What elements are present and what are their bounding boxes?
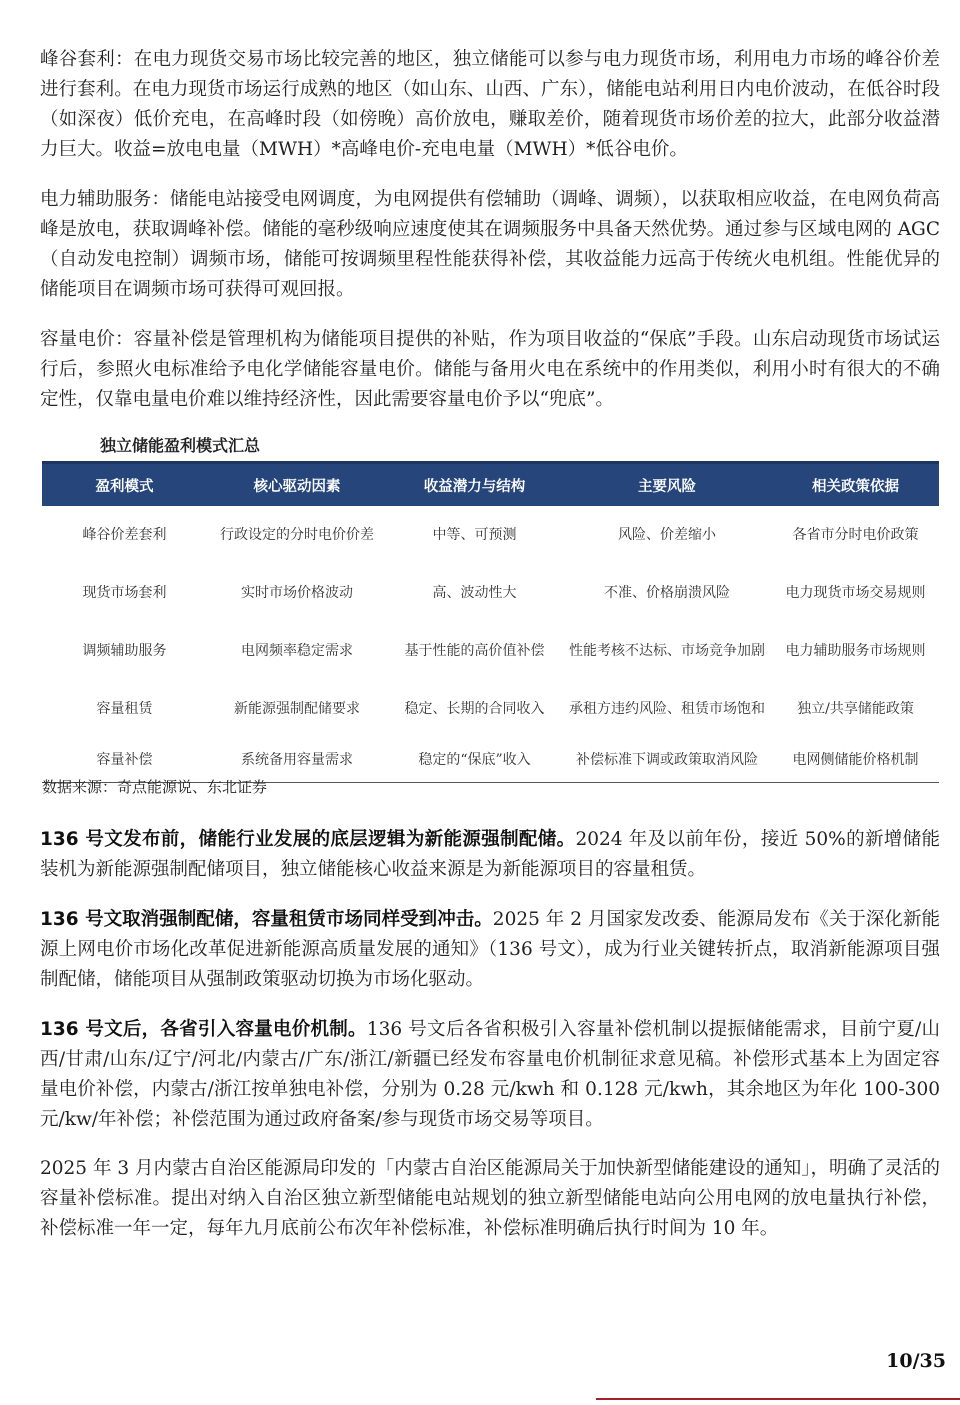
table-cell: 电网侧储能价格机制	[772, 738, 939, 783]
paragraph-ancillary-services: 电力辅助服务：储能电站接受电网调度，为电网提供有偿辅助（调峰、调频），以获取相应收益，在电网负荷高峰是放电，获取调峰补偿。储能的毫秒级响应速度使其在调频服务中具备天然优势。通过参与区域电网的 AGC（自动发电控制）调频市场，储能可按调频里程性能获得补偿，其收益能力远高于传统火电机组。性能优异的储能项目在调频市场可获得可观回报。	[40, 189, 940, 300]
column-header: 相关政策依据	[772, 463, 939, 507]
paragraph-body: 136 号文后各省积极引入容量补偿机制以提振储能需求，目前宁夏/山西/甘肃/山东/辽宁/河北/内蒙古/广东/浙江/新疆已经发布容量电价机制征求意见稿。补偿形式基本上为固定容量电价补偿，内蒙古/浙江按单独电补偿，分别为 0.28 元/kwh 和 0.128 元/kwh，其余地区为年化 100-300 元/kw/年补偿；补偿范围为通过政府备案/参与现货市场交易等项目。	[40, 1019, 940, 1130]
column-header: 主要风险	[562, 463, 772, 507]
table-cell: 峰谷价差套利	[82, 527, 167, 543]
table-cell: 独立/共享储能政策	[797, 701, 914, 717]
table-cell: 现货市场套利	[82, 585, 167, 601]
table-title: 独立储能盈利模式汇总	[100, 436, 261, 455]
paragraph-lead: 136 号文发布前，储能行业发展的底层逻辑为新能源强制配储。	[40, 829, 576, 850]
paragraph-after-136	[40, 1015, 940, 1135]
table-cell: 系统备用容量需求	[207, 738, 387, 783]
table-cell: 电力现货市场交易规则	[785, 585, 926, 601]
paragraph-lead: 136 号文后，各省引入容量电价机制。	[40, 1019, 367, 1040]
table-cell: 性能考核不达标、市场竞争加剧	[569, 643, 765, 659]
table-cell: 承租方违约风险、租赁市场饱和	[569, 701, 765, 717]
paragraph-body: 2024 年及以前年份，接近 50%的新增储能装机为新能源强制配储项目，独立储能核心收益来源是为新能源项目的容量租赁。	[40, 829, 941, 880]
table-cell: 基于性能的高价值补偿	[404, 643, 545, 659]
paragraph-136-cancel	[40, 905, 940, 995]
profit-model-table	[42, 461, 939, 783]
table-cell: 行政设定的分时电价价差	[220, 527, 374, 543]
footer-divider	[596, 1398, 960, 1400]
table-cell: 电力辅助服务市场规则	[785, 643, 926, 659]
table-cell: 不准、价格崩溃风险	[604, 585, 730, 601]
paragraph-lead: 136 号文取消强制配储，容量租赁市场同样受到冲击。	[40, 909, 493, 930]
table-cell: 新能源强制配储要求	[234, 701, 360, 717]
table-row	[42, 622, 939, 680]
paragraph-capacity-price: 容量电价：容量补偿是管理机构为储能项目提供的补贴，作为项目收益的“保底”手段。山东启动现货市场试运行后，参照火电标准给予电化学储能容量电价。储能与备用火电在系统中的作用类似，利用小时有很大的不确定性，仅靠电量电价难以维持经济性，因此需要容量电价予以“兜底”。	[40, 329, 940, 410]
table-cell: 稳定、长期的合同收入	[404, 701, 545, 717]
paragraph-peak-valley-arbitrage: 峰谷套利：在电力现货交易市场比较完善的地区，独立储能可以参与电力现货市场，利用电力市场的峰谷价差进行套利。在电力现货市场运行成熟的地区（如山东、山西、广东），储能电站利用日内电价波动，在低谷时段（如深夜）低价充电，在高峰时段（如傍晚）高价放电，赚取差价，随着现货市场价差的拉大，此部分收益潜力巨大。收益=放电电量（MWH）*高峰电价-充电电量（MWH）*低谷电价。	[40, 49, 940, 160]
table-source: 数据来源：奇点能源说、东北证券	[42, 778, 268, 796]
table-row	[42, 564, 939, 622]
table-row	[42, 680, 939, 738]
paragraph-inner-mongolia: 2025 年 3 月内蒙古自治区能源局印发的「内蒙古自治区能源局关于加快新型储能建设的通知」，明确了灵活的容量补偿标准。提出对纳入自治区独立新型储能电站规划的独立新型储能电站向公用电网的放电量执行补偿，补偿标准一年一定，每年九月底前公布次年补偿标准，补偿标准明确后执行时间为 10 年。	[40, 1158, 940, 1239]
table-cell: 容量补偿	[42, 738, 207, 783]
table-cell: 高、波动性大	[432, 585, 517, 601]
page-number: 10/35	[886, 1350, 946, 1372]
column-header: 盈利模式	[42, 463, 207, 507]
table-cell: 调频辅助服务	[82, 643, 167, 659]
table-cell: 实时市场价格波动	[241, 585, 353, 601]
table-header-row	[42, 463, 939, 507]
table-row	[42, 506, 939, 564]
table-cell: 各省市分时电价政策	[792, 527, 919, 543]
table-cell: 容量租赁	[96, 701, 153, 717]
table-cell: 风险、价差缩小	[618, 527, 716, 543]
table-cell: 中等、可预测	[432, 527, 517, 543]
paragraph-before-136	[40, 825, 940, 885]
column-header: 收益潜力与结构	[387, 463, 562, 507]
column-header: 核心驱动因素	[207, 463, 387, 507]
table-cell: 补偿标准下调或政策取消风险	[562, 738, 772, 783]
table-cell: 稳定的“保底”收入	[387, 738, 562, 783]
table-cell: 电网频率稳定需求	[241, 643, 353, 659]
paragraph-body: 2025 年 2 月国家发改委、能源局发布《关于深化新能源上网电价市场化改革促进新能源高质量发展的通知》（136 号文），成为行业关键转折点，取消新能源项目强制配储，储能项目从强制政策驱动切换为市场化驱动。	[40, 909, 940, 990]
